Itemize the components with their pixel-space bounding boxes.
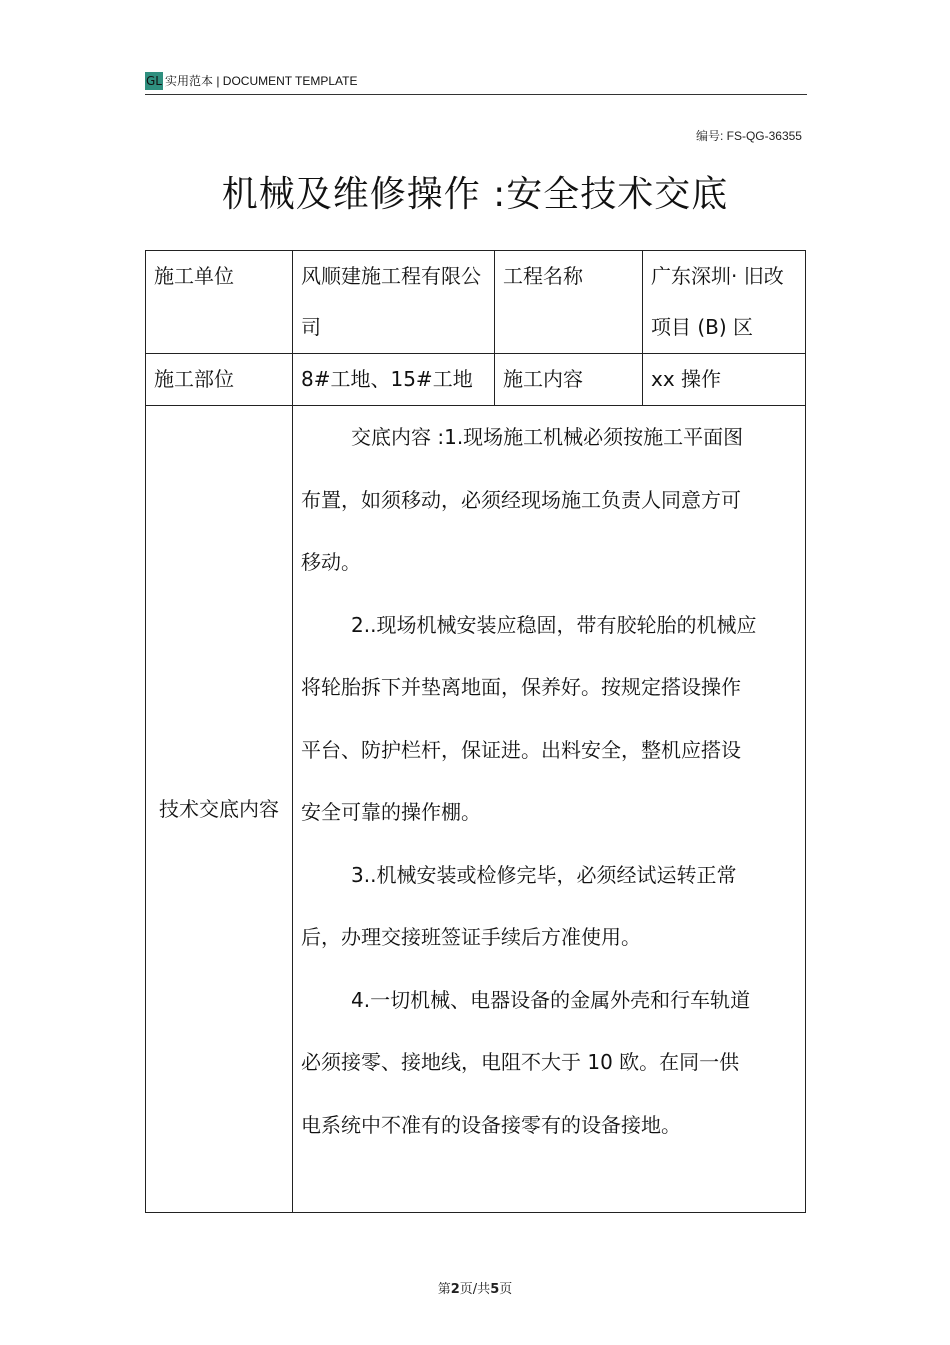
content-paragraph: 3..机械安装或检修完毕，必须经试运转正常后，办理交接班签证手续后方准使用。 — [301, 862, 737, 949]
footer-middle: 页/共 — [459, 1282, 491, 1297]
value-project-name: 广东深圳· 旧改项目 (B) 区 — [643, 251, 806, 354]
document-number: 编号: FS-QG-36355 — [695, 129, 802, 143]
value-construction-unit: 风顺建施工程有限公司 — [293, 251, 495, 354]
content-paragraph: 4.一切机械、电器设备的金属外壳和行车轨道必须接零、接地线，电阻不大于 10 欧。在同一供电系统中不准有的设备接零有的设备接地。 — [301, 987, 751, 1137]
page-footer — [0, 1278, 950, 1297]
page-title: 机械及维修操作 :安全技术交底 — [221, 174, 729, 215]
table-row — [146, 251, 806, 354]
table-row — [146, 354, 806, 406]
label-construction-unit: 施工单位 — [146, 251, 293, 354]
footer-page-number: 2 — [450, 1282, 460, 1297]
footer-prefix: 第 — [437, 1282, 451, 1297]
value-construction-content: xx 操作 — [643, 354, 806, 406]
content-paragraph: 交底内容 :1.现场施工机械必须按施工平面图布置，如须移动，必须经现场施工负责人同意方可移动。 — [301, 425, 744, 574]
label-technical-content: 技术交底内容 — [146, 406, 293, 1213]
value-construction-site: 8#工地、15#工地 — [293, 354, 495, 406]
header-text: 实用范本 | DOCUMENT TEMPLATE — [165, 74, 358, 88]
technical-content-cell — [293, 406, 806, 1213]
footer-total-pages: 5 — [490, 1282, 500, 1297]
label-project-name: 工程名称 — [495, 251, 643, 354]
footer-suffix: 页 — [499, 1282, 513, 1297]
label-construction-site: 施工部位 — [146, 354, 293, 406]
table-row — [146, 406, 806, 1213]
page-header — [145, 70, 807, 95]
handover-table — [145, 250, 806, 1213]
logo: GL — [146, 74, 162, 88]
content-paragraph: 2..现场机械安装应稳固，带有胶轮胎的机械应将轮胎拆下并垫离地面，保养好。按规定搭设操作平台、防护栏杆，保证进。出料安全，整机应搭设安全可靠的操作棚。 — [301, 612, 757, 824]
label-construction-content: 施工内容 — [495, 354, 643, 406]
